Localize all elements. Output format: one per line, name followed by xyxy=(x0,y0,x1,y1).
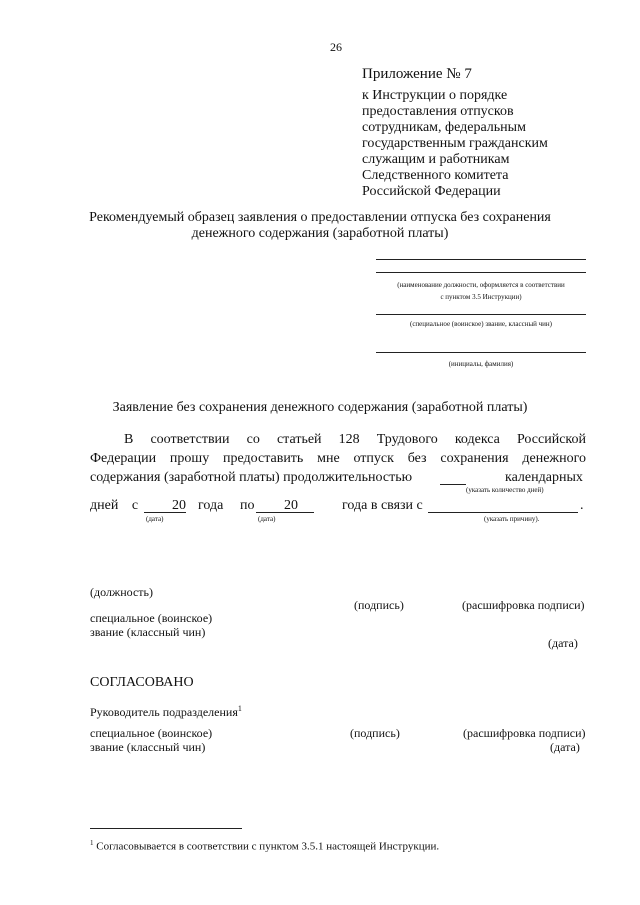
date-label: (дата) xyxy=(548,636,578,650)
addressee-line-4 xyxy=(376,352,586,353)
heading-line-1: Рекомендуемый образец заявления о предоставлении отпуска без сохранения xyxy=(89,210,551,225)
appendix-title: Приложение № 7 xyxy=(362,66,472,82)
appendix-text xyxy=(362,88,612,200)
approval-title: СОГЛАСОВАНО xyxy=(90,675,194,690)
statement-line-3a: содержания (заработной платы) продолжительностью xyxy=(90,470,413,485)
period: . xyxy=(580,498,584,513)
appendix-line: Следственного комитета xyxy=(362,168,509,183)
hint-reason: (указать причину). xyxy=(484,515,540,523)
appendix-line: к Инструкции о порядке xyxy=(362,88,508,103)
addressee-line-3 xyxy=(376,314,586,315)
reason-blank xyxy=(428,512,578,513)
appendix-line: Российской Федерации xyxy=(362,184,501,199)
rank-line-1: специальное (воинское) xyxy=(90,611,213,625)
approval-head xyxy=(90,702,242,719)
footnote-text: Согласовывается в соответствии с пунктом 3.5.1 настоящей Инструкции. xyxy=(96,840,440,853)
days-blank xyxy=(440,484,466,485)
position-label: (должность) xyxy=(90,585,153,599)
year-prefix-2: 20 xyxy=(284,498,298,513)
addressee-hint-name: (инициалы, фамилия) xyxy=(448,360,514,368)
hint-date-to: (дата) xyxy=(258,515,276,523)
date-to-blank xyxy=(256,512,284,513)
footnote-separator xyxy=(90,828,242,829)
approval-signature-label: (подпись) xyxy=(350,726,400,740)
appendix-line: служащим и работникам xyxy=(362,152,510,167)
appendix-line: сотрудникам, федеральным xyxy=(362,120,526,135)
addressee-line-2 xyxy=(376,272,586,273)
page-number: 26 xyxy=(330,40,342,54)
appendix-line: государственным гражданским xyxy=(362,136,548,151)
addressee-hint-clause: с пунктом 3.5 Инструкции) xyxy=(440,293,522,301)
addressee-hint-rank: (специальное (воинское) звание, классный чин) xyxy=(409,320,553,328)
approval-decoding-label: (расшифровка подписи) xyxy=(463,726,586,740)
signature-label: (подпись) xyxy=(354,598,404,612)
hint-date-from: (дата) xyxy=(146,515,164,523)
heading-line-2: денежного содержания (заработной платы) xyxy=(191,226,449,241)
decoding-label: (расшифровка подписи) xyxy=(462,598,585,612)
hint-days: (указать количество дней) xyxy=(466,486,544,494)
addressee-line-1 xyxy=(376,259,586,260)
approval-rank-line-1: специальное (воинское) xyxy=(90,726,213,740)
footnote-mark: 1 xyxy=(90,839,94,847)
po-label: по xyxy=(240,498,255,513)
year-to-blank xyxy=(284,512,314,513)
statement-line-3b: календарных xyxy=(505,470,583,485)
approval-date-label: (дата) xyxy=(550,740,580,754)
days-from-label: дней с xyxy=(90,498,139,513)
year-from-blank xyxy=(172,512,186,513)
statement-line-1: В соответствии со статьей 128 Трудового кодекса Российской xyxy=(124,432,586,447)
rank-line-2: звание (классный чин) xyxy=(90,625,206,639)
statement-line-2: Федерации прошу предоставить мне отпуск без сохранения денежного xyxy=(90,451,586,466)
date-from-blank xyxy=(144,512,172,513)
year-prefix-1: 20 xyxy=(172,498,186,513)
appendix-line: предоставления отпусков xyxy=(362,104,514,119)
goda-reason-label: года в связи с xyxy=(342,498,423,513)
approval-rank-line-2: звание (классный чин) xyxy=(90,740,206,754)
footnote-ref: 1 xyxy=(237,704,242,713)
footnote xyxy=(90,837,439,854)
addressee-hint-position: (наименование должности, оформляется в соответствии xyxy=(397,281,565,289)
goda-1: года xyxy=(198,498,224,513)
statement-title: Заявление без сохранения денежного содержания (заработной платы) xyxy=(112,400,528,415)
approval-head-text: Руководитель подразделения xyxy=(90,705,238,719)
